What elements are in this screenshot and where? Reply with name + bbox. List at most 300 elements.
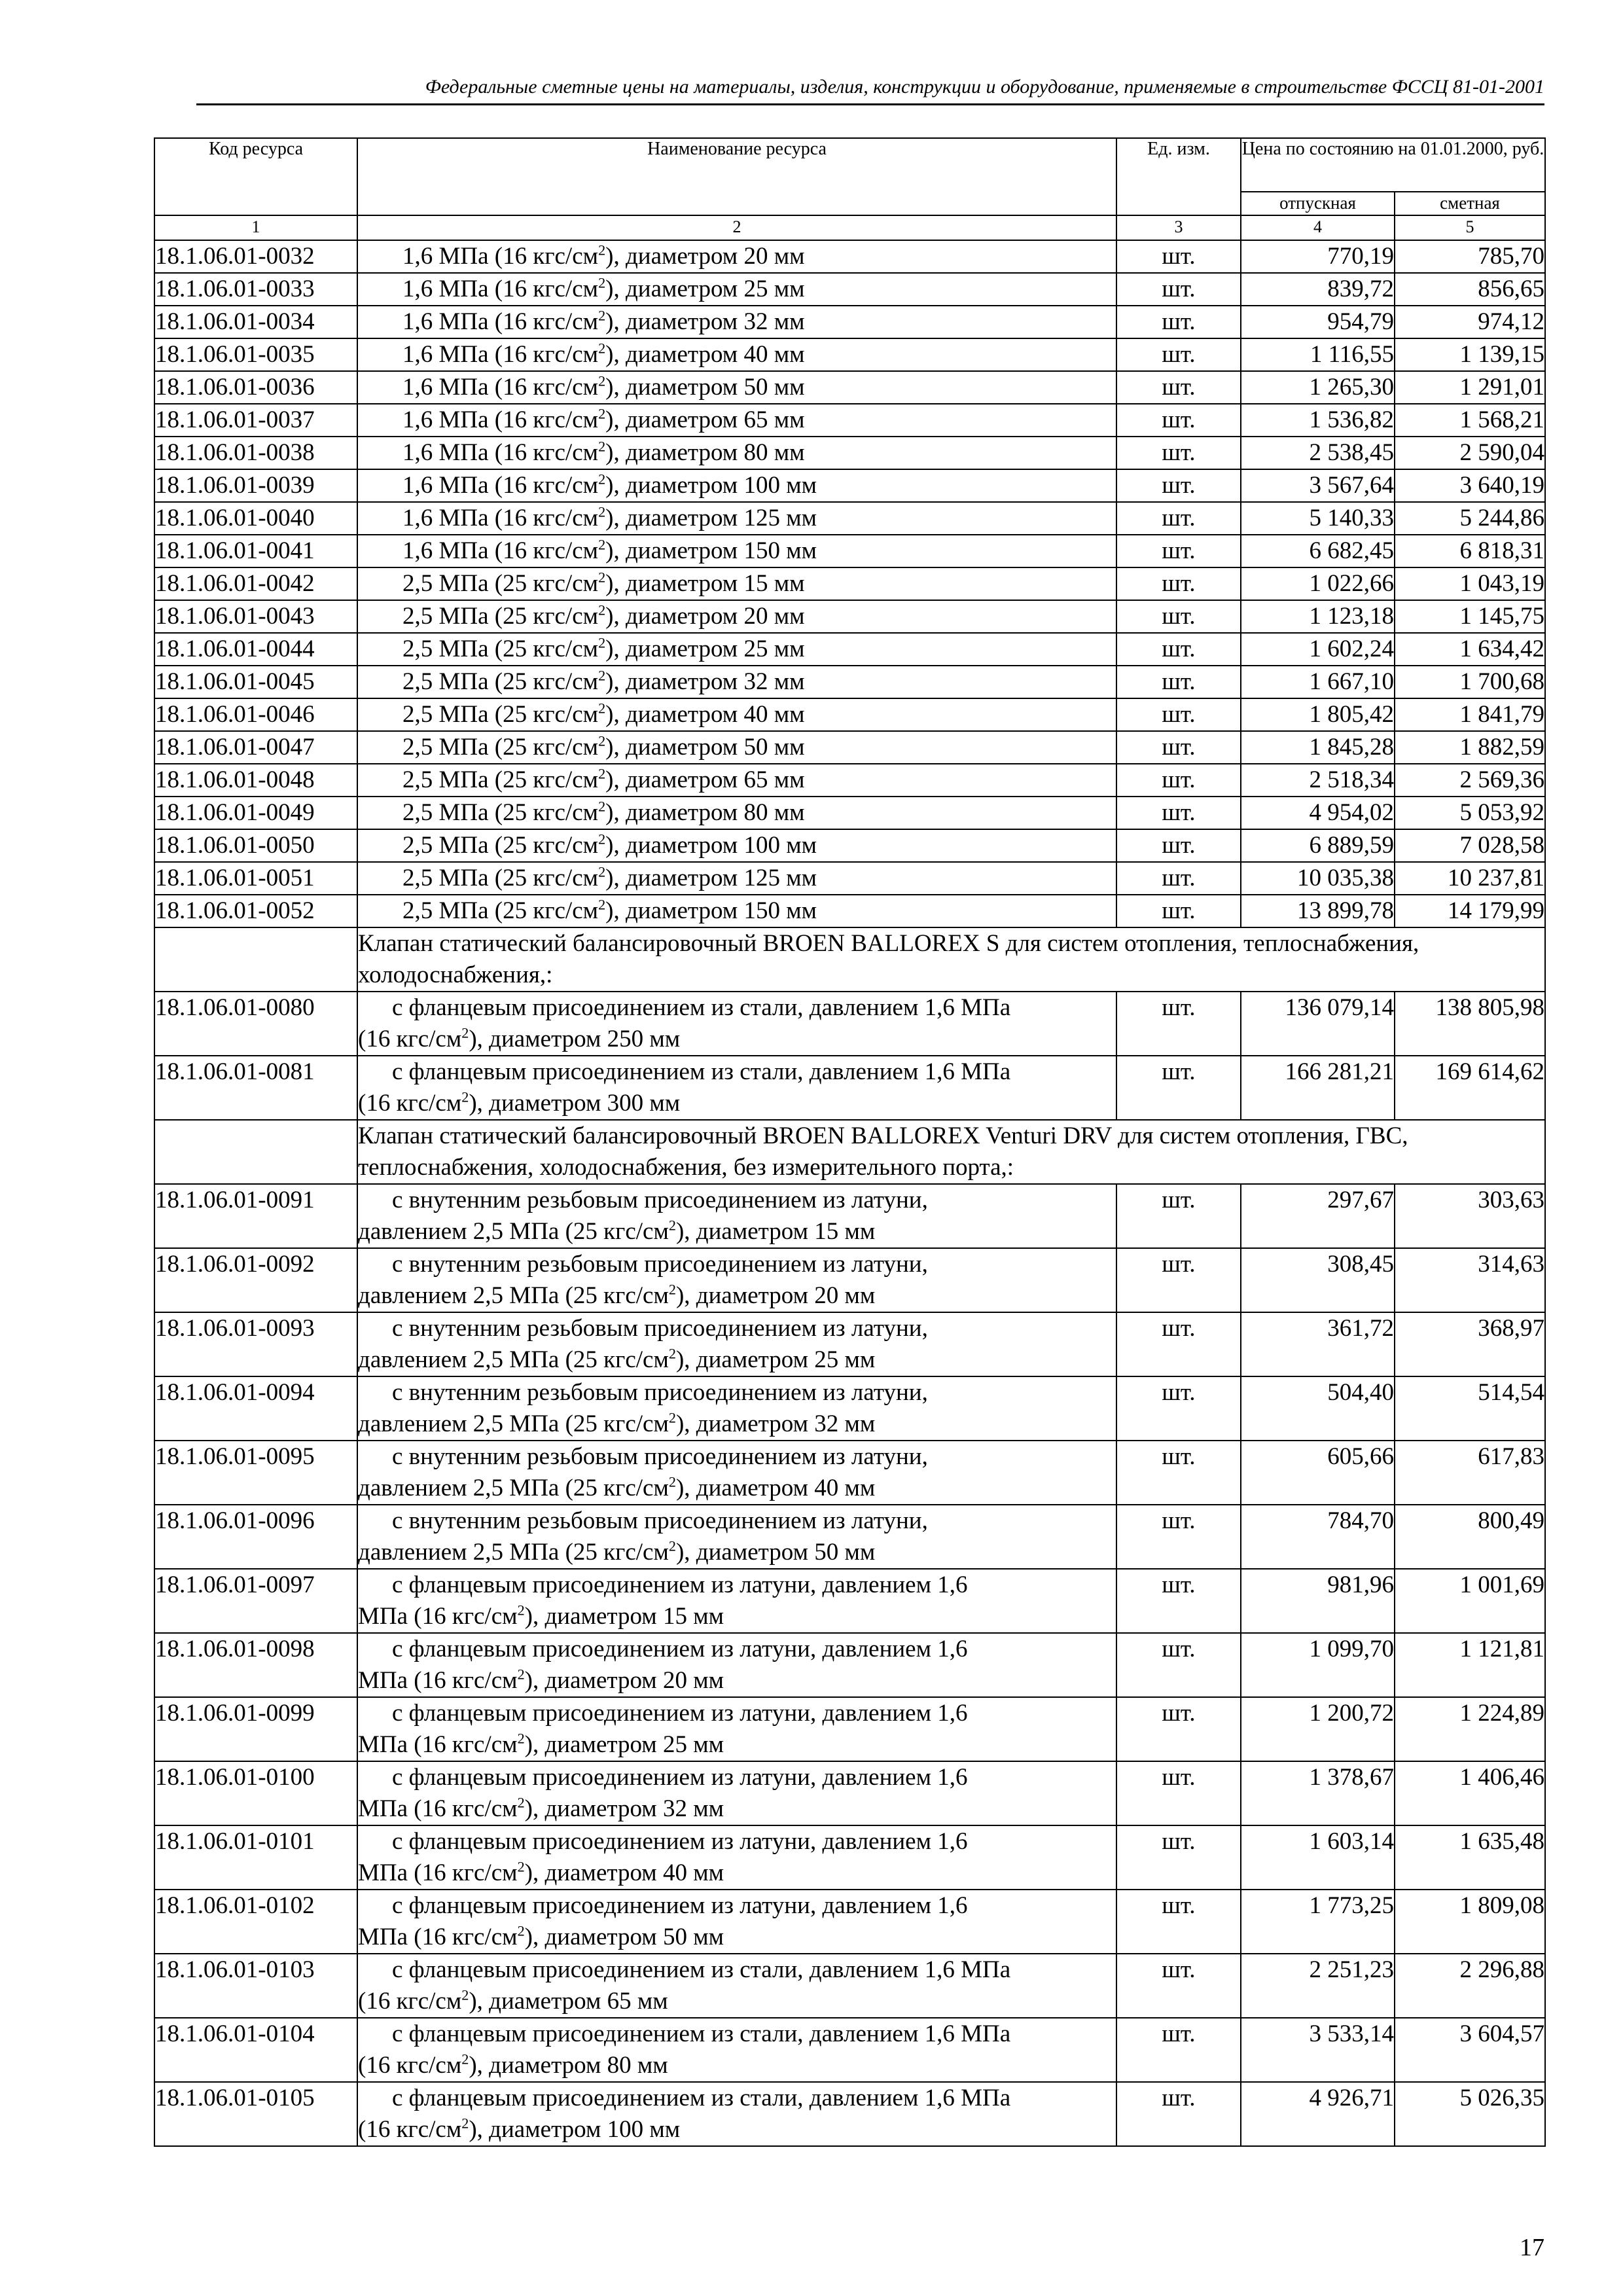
resource-name-text: 1,6 МПа (16 кгс/см: [402, 439, 599, 466]
release-price: 297,67: [1241, 1184, 1395, 1248]
resource-name-text: 1,6 МПа (16 кгс/см: [402, 505, 599, 531]
resource-name-text: ), диаметром 65 мм: [605, 766, 805, 793]
table-row: [154, 240, 1545, 273]
resource-name-line: с фланцевым присоединением из стали, давлением 1,6 МПа: [392, 1956, 1011, 1983]
column-header-name: Наименование ресурса: [357, 138, 1116, 215]
resource-name-text: ), диаметром 15 мм: [605, 570, 805, 597]
resource-name-text: 2,5 МПа (25 кгс/см: [402, 865, 599, 891]
resource-name-text: ), диаметром 50 мм: [675, 1539, 876, 1566]
release-price: 5 140,33: [1241, 502, 1395, 535]
resource-name: [357, 240, 1116, 273]
resource-name-text: ), диаметром 80 мм: [605, 439, 805, 466]
price-table: [154, 137, 1546, 2147]
resource-name: [357, 1890, 1116, 1954]
table-row: [154, 1633, 1545, 1697]
resource-code: 18.1.06.01-0045: [154, 666, 357, 698]
unit-cell: шт.: [1116, 567, 1241, 600]
table-row: [154, 698, 1545, 731]
resource-code: 18.1.06.01-0032: [154, 240, 357, 273]
resource-name-text: ), диаметром 300 мм: [469, 1090, 681, 1117]
estimate-price: 303,63: [1395, 1184, 1545, 1248]
release-price: 1 773,25: [1241, 1890, 1395, 1954]
release-price: 1 667,10: [1241, 666, 1395, 698]
release-price: 2 518,34: [1241, 764, 1395, 797]
unit-cell: шт.: [1116, 1312, 1241, 1376]
resource-name-text: давлением 2,5 МПа (25 кгс/см: [358, 1410, 669, 1437]
table-row: [154, 306, 1545, 338]
estimate-price: 10 237,81: [1395, 862, 1545, 895]
resource-name: [357, 992, 1116, 1056]
resource-code: 18.1.06.01-0050: [154, 829, 357, 862]
resource-code: 18.1.06.01-0051: [154, 862, 357, 895]
unit-exponent: 2: [598, 569, 606, 586]
release-price: 4 954,02: [1241, 797, 1395, 829]
estimate-price: 1 882,59: [1395, 731, 1545, 764]
estimate-price: 1 001,69: [1395, 1569, 1545, 1633]
resource-name-text: давлением 2,5 МПа (25 кгс/см: [358, 1218, 669, 1245]
unit-exponent: 2: [598, 667, 606, 684]
table-row: [154, 371, 1545, 404]
table-row: [154, 1761, 1545, 1825]
estimate-price: 974,12: [1395, 306, 1545, 338]
table-row: [154, 469, 1545, 502]
group-title: Клапан статический балансировочный BROEN BALLOREX Venturi DRV для систем отопления, ГВС, теплоснабжения, холодоснабжения, без измерительного порта,:: [357, 1120, 1545, 1184]
table-row: [154, 535, 1545, 567]
resource-code: 18.1.06.01-0049: [154, 797, 357, 829]
unit-exponent: 2: [517, 1666, 525, 1683]
resource-name-text: 1,6 МПа (16 кгс/см: [402, 406, 599, 433]
unit-exponent: 2: [598, 242, 606, 259]
estimate-price: 7 028,58: [1395, 829, 1545, 862]
release-price: 1 536,82: [1241, 404, 1395, 437]
table-row: [154, 1376, 1545, 1441]
resource-name-line: с фланцевым присоединением из стали, давлением 1,6 МПа: [392, 994, 1011, 1021]
release-price: 3 567,64: [1241, 469, 1395, 502]
resource-code: 18.1.06.01-0103: [154, 1954, 357, 2018]
resource-name-text: ), диаметром 25 мм: [605, 276, 805, 302]
resource-code: 18.1.06.01-0035: [154, 338, 357, 371]
resource-name-text: ), диаметром 15 мм: [524, 1603, 724, 1630]
estimate-price: 3 604,57: [1395, 2018, 1545, 2082]
release-price: 136 079,14: [1241, 992, 1395, 1056]
unit-cell: шт.: [1116, 371, 1241, 404]
unit-exponent: 2: [461, 1024, 469, 1041]
unit-cell: шт.: [1116, 338, 1241, 371]
unit-exponent: 2: [598, 471, 606, 488]
resource-name: [357, 469, 1116, 502]
estimate-price: 785,70: [1395, 240, 1545, 273]
unit-cell: шт.: [1116, 535, 1241, 567]
unit-cell: шт.: [1116, 862, 1241, 895]
unit-cell: шт.: [1116, 1890, 1241, 1954]
unit-exponent: 2: [461, 2051, 469, 2068]
page-number: 17: [1520, 2234, 1544, 2261]
resource-name: [357, 862, 1116, 895]
table-row: [154, 1505, 1545, 1569]
resource-name-text: 1,6 МПа (16 кгс/см: [402, 341, 599, 368]
unit-cell: шт.: [1116, 1505, 1241, 1569]
resource-code: 18.1.06.01-0102: [154, 1890, 357, 1954]
resource-code: 18.1.06.01-0095: [154, 1441, 357, 1505]
table-body: [154, 240, 1545, 2146]
unit-exponent: 2: [598, 896, 606, 913]
resource-name-text: ), диаметром 100 мм: [605, 472, 817, 499]
table-row: [154, 1312, 1545, 1376]
estimate-price: 138 805,98: [1395, 992, 1545, 1056]
release-price: 361,72: [1241, 1312, 1395, 1376]
estimate-price: 617,83: [1395, 1441, 1545, 1505]
resource-name: [357, 338, 1116, 371]
unit-cell: шт.: [1116, 666, 1241, 698]
resource-name-line: с фланцевым присоединением из латуни, давлением 1,6: [392, 1892, 968, 1919]
resource-name-text: МПа (16 кгс/см: [358, 1603, 518, 1630]
resource-name-text: ), диаметром 20 мм: [524, 1667, 724, 1694]
table-header: [154, 138, 1545, 240]
release-price: 770,19: [1241, 240, 1395, 273]
resource-code: 18.1.06.01-0104: [154, 2018, 357, 2082]
resource-name-line: с внутенним резьбовым присоединением из латуни,: [392, 1187, 928, 1213]
resource-name-text: ), диаметром 32 мм: [675, 1410, 876, 1437]
resource-name-text: ), диаметром 20 мм: [675, 1282, 876, 1309]
resource-name-text: 1,6 МПа (16 кгс/см: [402, 276, 599, 302]
resource-name-line: с внутенним резьбовым присоединением из латуни,: [392, 1443, 928, 1470]
resource-name-text: ), диаметром 40 мм: [605, 341, 805, 368]
unit-cell: шт.: [1116, 1761, 1241, 1825]
resource-name-text: ), диаметром 100 мм: [469, 2116, 681, 2143]
unit-cell: шт.: [1116, 1248, 1241, 1312]
resource-name: [357, 895, 1116, 927]
release-price: 2 538,45: [1241, 437, 1395, 469]
unit-cell: шт.: [1116, 731, 1241, 764]
unit-cell: шт.: [1116, 633, 1241, 666]
release-price: 1 805,42: [1241, 698, 1395, 731]
unit-exponent: 2: [461, 1088, 469, 1105]
resource-name-text: 2,5 МПа (25 кгс/см: [402, 897, 599, 924]
resource-name-text: 2,5 МПа (25 кгс/см: [402, 668, 599, 695]
group-heading-row: [154, 927, 1545, 992]
resource-name-text: ), диаметром 25 мм: [675, 1346, 876, 1373]
resource-name-text: МПа (16 кгс/см: [358, 1731, 518, 1758]
unit-exponent: 2: [668, 1281, 676, 1298]
resource-name-text: ), диаметром 32 мм: [524, 1795, 724, 1822]
table-row: [154, 273, 1545, 306]
resource-name-text: ), диаметром 80 мм: [469, 2052, 668, 2079]
resource-code: 18.1.06.01-0038: [154, 437, 357, 469]
estimate-price: 2 569,36: [1395, 764, 1545, 797]
estimate-price: 1 841,79: [1395, 698, 1545, 731]
unit-exponent: 2: [598, 634, 606, 651]
release-price: 1 265,30: [1241, 371, 1395, 404]
unit-cell: шт.: [1116, 1954, 1241, 2018]
unit-exponent: 2: [517, 1858, 525, 1875]
table-row: [154, 1825, 1545, 1890]
resource-name: [357, 829, 1116, 862]
resource-name-text: 2,5 МПа (25 кгс/см: [402, 636, 599, 662]
table-row: [154, 1697, 1545, 1761]
unit-cell: шт.: [1116, 1184, 1241, 1248]
resource-name-text: давлением 2,5 МПа (25 кгс/см: [358, 1346, 669, 1373]
release-price: 1 603,14: [1241, 1825, 1395, 1890]
column-number: 3: [1116, 215, 1241, 240]
release-price: 839,72: [1241, 273, 1395, 306]
estimate-price: 1 121,81: [1395, 1633, 1545, 1697]
table-row: [154, 1441, 1545, 1505]
release-price: 1 022,66: [1241, 567, 1395, 600]
table-row: [154, 567, 1545, 600]
resource-code: 18.1.06.01-0043: [154, 600, 357, 633]
resource-code: 18.1.06.01-0093: [154, 1312, 357, 1376]
unit-cell: шт.: [1116, 797, 1241, 829]
table-row: [154, 895, 1545, 927]
resource-name-text: ), диаметром 25 мм: [524, 1731, 724, 1758]
estimate-price: 14 179,99: [1395, 895, 1545, 927]
table-row: [154, 1184, 1545, 1248]
release-price: 784,70: [1241, 1505, 1395, 1569]
unit-exponent: 2: [598, 831, 606, 848]
estimate-price: 1 139,15: [1395, 338, 1545, 371]
unit-cell: шт.: [1116, 1441, 1241, 1505]
resource-name: [357, 797, 1116, 829]
estimate-price: 1 043,19: [1395, 567, 1545, 600]
resource-name-text: ), диаметром 32 мм: [605, 668, 805, 695]
release-price: 2 251,23: [1241, 1954, 1395, 2018]
release-price: 1 123,18: [1241, 600, 1395, 633]
resource-name-line: с внутенним резьбовым присоединением из латуни,: [392, 1315, 928, 1342]
resource-name: [357, 764, 1116, 797]
resource-name-text: 1,6 МПа (16 кгс/см: [402, 308, 599, 335]
unit-exponent: 2: [598, 601, 606, 619]
estimate-price: 2 296,88: [1395, 1954, 1545, 2018]
resource-name: [357, 666, 1116, 698]
resource-name-text: (16 кгс/см: [358, 1090, 462, 1117]
unit-exponent: 2: [668, 1473, 676, 1490]
resource-name-text: давлением 2,5 МПа (25 кгс/см: [358, 1539, 669, 1566]
resource-name-text: 1,6 МПа (16 кгс/см: [402, 472, 599, 499]
unit-exponent: 2: [517, 1730, 525, 1747]
resource-name-text: давлением 2,5 МПа (25 кгс/см: [358, 1475, 669, 1501]
resource-code: 18.1.06.01-0099: [154, 1697, 357, 1761]
resource-name-text: 1,6 МПа (16 кгс/см: [402, 537, 599, 564]
resource-name-text: ), диаметром 25 мм: [605, 636, 805, 662]
release-price: 13 899,78: [1241, 895, 1395, 927]
estimate-price: 1 224,89: [1395, 1697, 1545, 1761]
estimate-price: 6 818,31: [1395, 535, 1545, 567]
resource-name: [357, 502, 1116, 535]
table-row: [154, 764, 1545, 797]
unit-cell: шт.: [1116, 600, 1241, 633]
unit-exponent: 2: [598, 863, 606, 880]
resource-name: [357, 371, 1116, 404]
resource-name-line: с фланцевым присоединением из стали, давлением 1,6 МПа: [392, 2020, 1011, 2047]
resource-name: [357, 1056, 1116, 1120]
group-code-cell: [154, 1120, 357, 1184]
resource-code: 18.1.06.01-0042: [154, 567, 357, 600]
resource-code: 18.1.06.01-0033: [154, 273, 357, 306]
resource-name-text: 1,6 МПа (16 кгс/см: [402, 243, 599, 270]
column-number: 4: [1241, 215, 1395, 240]
unit-cell: шт.: [1116, 1569, 1241, 1633]
resource-code: 18.1.06.01-0092: [154, 1248, 357, 1312]
estimate-price: 1 809,08: [1395, 1890, 1545, 1954]
resource-name-text: ), диаметром 50 мм: [605, 374, 805, 401]
unit-exponent: 2: [598, 732, 606, 749]
table-row: [154, 2082, 1545, 2146]
resource-code: 18.1.06.01-0044: [154, 633, 357, 666]
unit-cell: шт.: [1116, 1697, 1241, 1761]
unit-cell: шт.: [1116, 240, 1241, 273]
unit-cell: шт.: [1116, 764, 1241, 797]
resource-name: [357, 1825, 1116, 1890]
release-price: 1 602,24: [1241, 633, 1395, 666]
resource-name: [357, 306, 1116, 338]
estimate-price: 3 640,19: [1395, 469, 1545, 502]
resource-name: [357, 1505, 1116, 1569]
release-price: 1 099,70: [1241, 1633, 1395, 1697]
resource-code: 18.1.06.01-0091: [154, 1184, 357, 1248]
unit-exponent: 2: [668, 1217, 676, 1234]
resource-name-text: ), диаметром 150 мм: [605, 537, 817, 564]
resource-code: 18.1.06.01-0048: [154, 764, 357, 797]
group-code-cell: [154, 927, 357, 992]
resource-name: [357, 535, 1116, 567]
unit-exponent: 2: [461, 1986, 469, 2003]
resource-name-text: ), диаметром 20 мм: [605, 243, 805, 270]
resource-code: 18.1.06.01-0034: [154, 306, 357, 338]
table-row: [154, 2018, 1545, 2082]
table-row: [154, 633, 1545, 666]
table-row: [154, 862, 1545, 895]
resource-name-text: 2,5 МПа (25 кгс/см: [402, 603, 599, 630]
unit-exponent: 2: [598, 307, 606, 324]
resource-name-line: с фланцевым присоединением из латуни, давлением 1,6: [392, 1636, 968, 1662]
unit-cell: шт.: [1116, 273, 1241, 306]
resource-name-text: 1,6 МПа (16 кгс/см: [402, 374, 599, 401]
release-price: 166 281,21: [1241, 1056, 1395, 1120]
table-row: [154, 731, 1545, 764]
resource-name: [357, 404, 1116, 437]
resource-name-text: (16 кгс/см: [358, 1988, 462, 2015]
resource-code: 18.1.06.01-0046: [154, 698, 357, 731]
unit-cell: шт.: [1116, 698, 1241, 731]
resource-name-line: с фланцевым присоединением из стали, давлением 1,6 МПа: [392, 2085, 1011, 2111]
resource-name-text: ), диаметром 65 мм: [469, 1988, 668, 2015]
resource-name: [357, 1248, 1116, 1312]
unit-cell: шт.: [1116, 404, 1241, 437]
release-price: 1 378,67: [1241, 1761, 1395, 1825]
table-row: [154, 338, 1545, 371]
resource-name-text: ), диаметром 65 мм: [605, 406, 805, 433]
resource-name-text: 2,5 МПа (25 кгс/см: [402, 799, 599, 826]
release-price: 6 682,45: [1241, 535, 1395, 567]
unit-exponent: 2: [598, 274, 606, 291]
estimate-price: 314,63: [1395, 1248, 1545, 1312]
column-header-unit: Ед. изм.: [1116, 138, 1241, 215]
resource-name: [357, 600, 1116, 633]
resource-name-text: ), диаметром 40 мм: [605, 701, 805, 728]
resource-name: [357, 1441, 1116, 1505]
resource-code: 18.1.06.01-0037: [154, 404, 357, 437]
resource-name-line: с внутенним резьбовым присоединением из латуни,: [392, 1251, 928, 1278]
resource-name-text: МПа (16 кгс/см: [358, 1795, 518, 1822]
estimate-price: 800,49: [1395, 1505, 1545, 1569]
unit-exponent: 2: [517, 1794, 525, 1811]
table-row: [154, 1890, 1545, 1954]
column-header-estimate-price: сметная: [1395, 192, 1545, 215]
release-price: 954,79: [1241, 306, 1395, 338]
column-number: 1: [154, 215, 357, 240]
unit-exponent: 2: [598, 700, 606, 717]
estimate-price: 5 244,86: [1395, 502, 1545, 535]
estimate-price: 2 590,04: [1395, 437, 1545, 469]
unit-exponent: 2: [668, 1409, 676, 1426]
estimate-price: 5 026,35: [1395, 2082, 1545, 2146]
estimate-price: 1 635,48: [1395, 1825, 1545, 1890]
resource-code: 18.1.06.01-0052: [154, 895, 357, 927]
column-number-row: [154, 215, 1545, 240]
resource-code: 18.1.06.01-0096: [154, 1505, 357, 1569]
group-title: Клапан статический балансировочный BROEN BALLOREX S для систем отопления, теплоснабжения, холодоснабжения,:: [357, 927, 1545, 992]
resource-name: [357, 1376, 1116, 1441]
resource-name-text: ), диаметром 40 мм: [675, 1475, 876, 1501]
release-price: 504,40: [1241, 1376, 1395, 1441]
resource-name: [357, 633, 1116, 666]
unit-cell: шт.: [1116, 1376, 1241, 1441]
table-row: [154, 666, 1545, 698]
estimate-price: 514,54: [1395, 1376, 1545, 1441]
resource-code: 18.1.06.01-0097: [154, 1569, 357, 1633]
group-heading-row: [154, 1120, 1545, 1184]
unit-cell: шт.: [1116, 1633, 1241, 1697]
resource-name-text: ), диаметром 250 мм: [469, 1026, 681, 1052]
unit-exponent: 2: [598, 405, 606, 422]
table-row: [154, 1056, 1545, 1120]
release-price: 1 200,72: [1241, 1697, 1395, 1761]
resource-name-text: ), диаметром 125 мм: [605, 865, 817, 891]
column-number: 5: [1395, 215, 1545, 240]
unit-cell: шт.: [1116, 306, 1241, 338]
estimate-price: 1 634,42: [1395, 633, 1545, 666]
release-price: 1 845,28: [1241, 731, 1395, 764]
resource-name-text: 2,5 МПа (25 кгс/см: [402, 701, 599, 728]
table-row: [154, 1954, 1545, 2018]
unit-exponent: 2: [598, 536, 606, 553]
resource-name: [357, 698, 1116, 731]
resource-name-text: ), диаметром 125 мм: [605, 505, 817, 531]
unit-exponent: 2: [668, 1345, 676, 1362]
release-price: 1 116,55: [1241, 338, 1395, 371]
unit-exponent: 2: [598, 503, 606, 520]
release-price: 10 035,38: [1241, 862, 1395, 895]
unit-cell: шт.: [1116, 1056, 1241, 1120]
resource-name-text: 2,5 МПа (25 кгс/см: [402, 766, 599, 793]
resource-name-text: МПа (16 кгс/см: [358, 1859, 518, 1886]
release-price: 6 889,59: [1241, 829, 1395, 862]
estimate-price: 1 291,01: [1395, 371, 1545, 404]
column-header-release-price: отпускная: [1241, 192, 1395, 215]
estimate-price: 1 700,68: [1395, 666, 1545, 698]
unit-cell: шт.: [1116, 829, 1241, 862]
unit-cell: шт.: [1116, 437, 1241, 469]
resource-name-line: с фланцевым присоединением из стали, давлением 1,6 МПа: [392, 1058, 1011, 1085]
release-price: 4 926,71: [1241, 2082, 1395, 2146]
resource-name: [357, 2018, 1116, 2082]
resource-name: [357, 2082, 1116, 2146]
resource-code: 18.1.06.01-0081: [154, 1056, 357, 1120]
resource-name-line: с внутенним резьбовым присоединением из латуни,: [392, 1379, 928, 1406]
unit-cell: шт.: [1116, 992, 1241, 1056]
estimate-price: 1 406,46: [1395, 1761, 1545, 1825]
resource-code: 18.1.06.01-0094: [154, 1376, 357, 1441]
